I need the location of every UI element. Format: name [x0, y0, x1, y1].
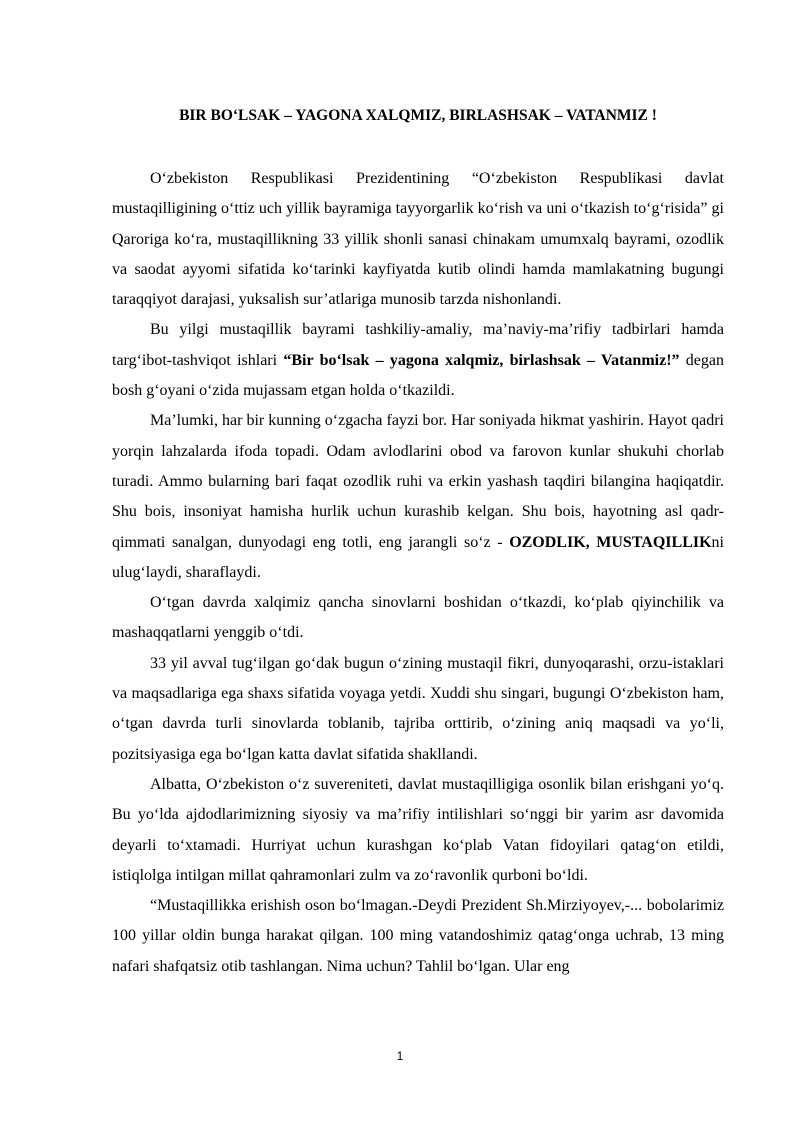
- paragraph-7: “Mustaqillikka erishish oson bo‘lmagan.-Deydi Prezident Sh.Mirziyoyev,-... bobolarimiz 100 yillar oldin bunga harakat qilgan. 100 ming vatandoshimiz qatag‘onga uchrab, 13 ming nafari shafqatsiz otib tashlangan. Nima uchun? Tahlil bo‘lgan. Ular eng: [112, 897, 724, 975]
- paragraph-2-text-after: degan bosh g‘oyani o‘zida mujassam etgan holda o‘tkazildi.: [112, 351, 725, 400]
- page-number: 1: [396, 1049, 404, 1063]
- paragraph-2-bold-slogan: “Bir bo‘lsak – yagona xalqmiz, birlashsak – Vatanmiz!”: [283, 351, 680, 369]
- document-body: [112, 164, 724, 982]
- paragraph-2-text-before: Bu yilgi mustaqillik bayrami tashkiliy-amaliy, ma’naviy-ma’rifiy tadbirlari hamda targ‘ibot-tashviqot ishlari: [112, 321, 724, 369]
- paragraph-5: 33 yil avval tug‘ilgan go‘dak bugun o‘zining mustaqil fikri, dunyoqarashi, orzu-istaklari va maqsadlariga ega shaxs sifatida voyaga yetdi. Xuddi shu singari, bugungi O‘zbekiston ham, o‘tgan davrda turli sinovlarda toblanib, tajriba orttirib, o‘zining aniq maqsadi va yo‘li, pozitsiyasiga ega bo‘lgan katta davlat sifatida shakllandi.: [112, 654, 724, 763]
- paragraph-3-bold-word: OZODLIK, MUSTAQILLIK: [509, 533, 712, 551]
- paragraph-3: [112, 406, 724, 588]
- paragraph-3-text-before: Ma’lumki, har bir kunning o‘zgacha fayzi bor. Har soniyada hikmat yashirin. Hayot qadri yorqin lahzalarda ifoda topadi. Odam avlodlarini obod va farovon kunlar shukuhi chorlab turadi. Ammo bularning bari faqat ozodlik ruhi va erkin yashash taqdiri bilangina haqiqatdir. Shu bois, insoniyat hamisha hurlik uchun kurashib kelgan. Shu bois, hayotning asl qadr-qimmati sanalgan, dunyodagi eng totli, eng jarangli so‘z -: [112, 412, 724, 551]
- paragraph-2: [112, 315, 724, 406]
- paragraph-4: O‘tgan davrda xalqimiz qancha sinovlarni boshidan o‘tkazdi, ko‘plab qiyinchilik va mashaqqatlarni yenggib o‘tdi.: [112, 594, 724, 642]
- paragraph-1: O‘zbekiston Respublikasi Prezidentining “O‘zbekiston Respublikasi davlat mustaqilligining o‘ttiz uch yillik bayramiga tayyorgarlik ko‘rish va uni o‘tkazish to‘g‘risida” gi Qaroriga ko‘ra, mustaqillikning 33 yillik shonli sanasi chinakam umumxalq bayrami, ozodlik va saodat ayyomi sifatida ko‘tarinki kayfiyatda kutib olindi hamda mamlakatning bugungi taraqqiyot darajasi, yuksalish sur’atlariga munosib tarzda nishonlandi.: [112, 170, 724, 309]
- paragraph-6: Albatta, O‘zbekiston o‘z suvereniteti, davlat mustaqilligiga osonlik bilan erishgani yo‘q. Bu yo‘lda ajdodlarimizning siyosiy va ma’rifiy intilishlari so‘nggi bir yarim asr davomida deyarli to‘xtamadi. Hurriyat uchun kurashgan ko‘plab Vatan fidoyilari qatag‘on etildi, istiqlolga intilgan millat qahramonlari zulm va zo‘ravonlik qurboni bo‘ldi.: [112, 775, 724, 884]
- paragraph-3-text-after: ni ulug‘laydi, sharaflaydi.: [112, 533, 724, 581]
- document-title: BIR BO‘LSAK – YAGONA XALQMIZ, BIRLASHSAK – VATANMIZ !: [179, 107, 657, 124]
